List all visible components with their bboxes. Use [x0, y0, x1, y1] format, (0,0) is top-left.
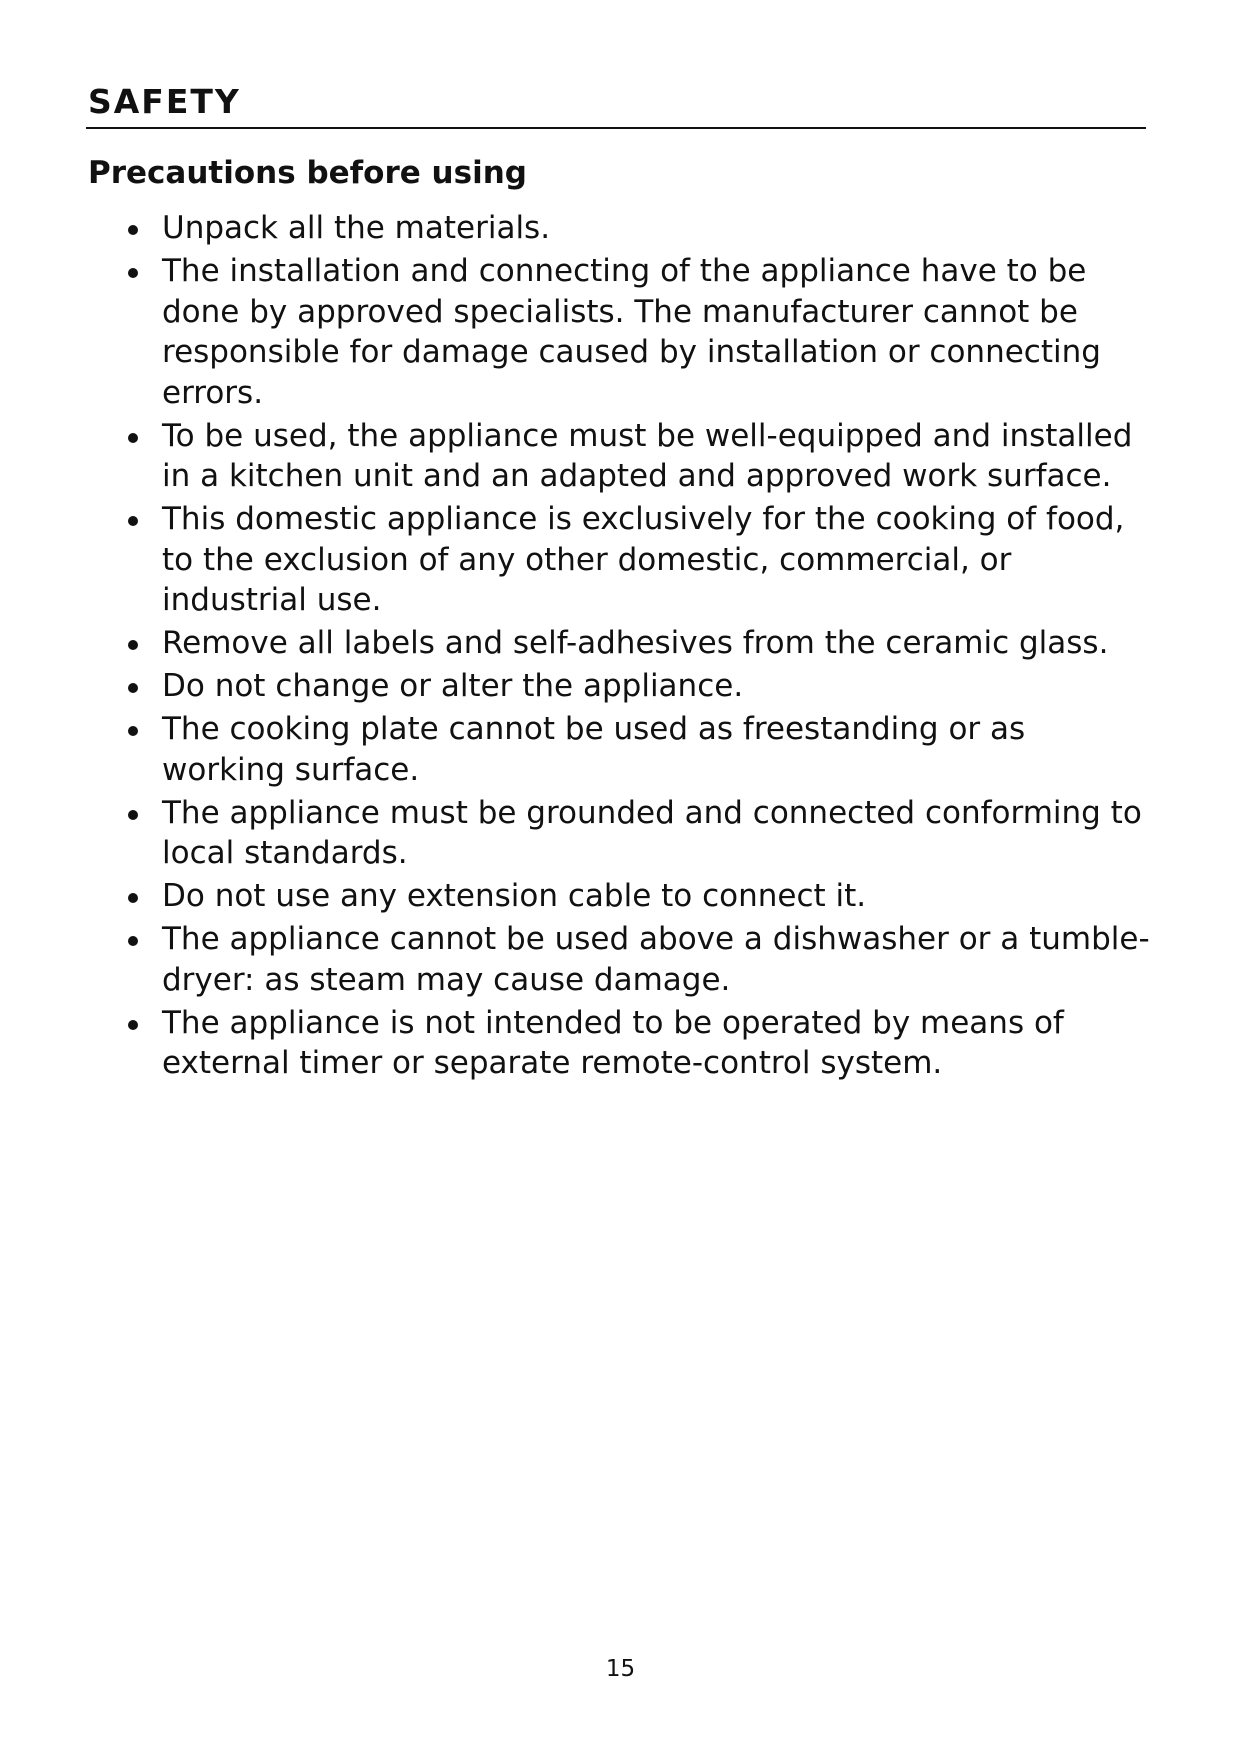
bullet-icon [128, 810, 138, 820]
list-item [124, 208, 1154, 249]
list-item-text: The appliance cannot be used above a dishwasher or a tumble-dryer: as steam may cause damage. [162, 921, 1150, 998]
bullet-icon [128, 268, 138, 278]
list-item-text: Do not use any extension cable to connect it. [162, 878, 867, 914]
title-underline [86, 127, 1146, 129]
list-item-text: The appliance is not intended to be operated by means of external timer or separate remote-control system. [162, 1004, 1064, 1081]
list-item-text: The cooking plate cannot be used as freestanding or as working surface. [162, 711, 1026, 788]
bullet-icon [128, 726, 138, 736]
list-item [124, 1003, 1154, 1084]
bullet-icon [128, 683, 138, 693]
list-item [124, 666, 1154, 707]
list-item-text: To be used, the appliance must be well-equipped and installed in a kitchen unit and an adapted and approved work surface. [162, 417, 1133, 494]
bullet-icon [128, 640, 138, 650]
list-item-text: This domestic appliance is exclusively for the cooking of food, to the exclusion of any other domestic, commercial, or industrial use. [162, 501, 1125, 618]
list-item [124, 793, 1154, 874]
bullet-icon [128, 1020, 138, 1030]
page-number: 15 [605, 1656, 636, 1682]
list-item-text: The appliance must be grounded and connected conforming to local standards. [162, 794, 1142, 871]
list-item [124, 919, 1154, 1000]
bullet-icon [128, 936, 138, 946]
bullet-icon [128, 433, 138, 443]
list-item [124, 416, 1154, 497]
precautions-list [124, 208, 1154, 1086]
bullet-icon [128, 893, 138, 903]
list-item-text: Do not change or alter the appliance. [162, 668, 744, 704]
subsection-title: Precautions before using [88, 155, 527, 191]
list-item [124, 623, 1154, 664]
list-item [124, 499, 1154, 621]
bullet-icon [128, 516, 138, 526]
list-item-text: Remove all labels and self-adhesives from the ceramic glass. [162, 625, 1109, 661]
list-item [124, 251, 1154, 413]
bullet-icon [128, 225, 138, 235]
list-item-text: Unpack all the materials. [162, 210, 551, 246]
list-item [124, 876, 1154, 917]
list-item [124, 709, 1154, 790]
section-title: SAFETY [88, 82, 241, 121]
list-item-text: The installation and connecting of the appliance have to be done by approved specialists. The manufacturer cannot be responsible for damage caused by installation or connecting errors. [162, 253, 1101, 411]
